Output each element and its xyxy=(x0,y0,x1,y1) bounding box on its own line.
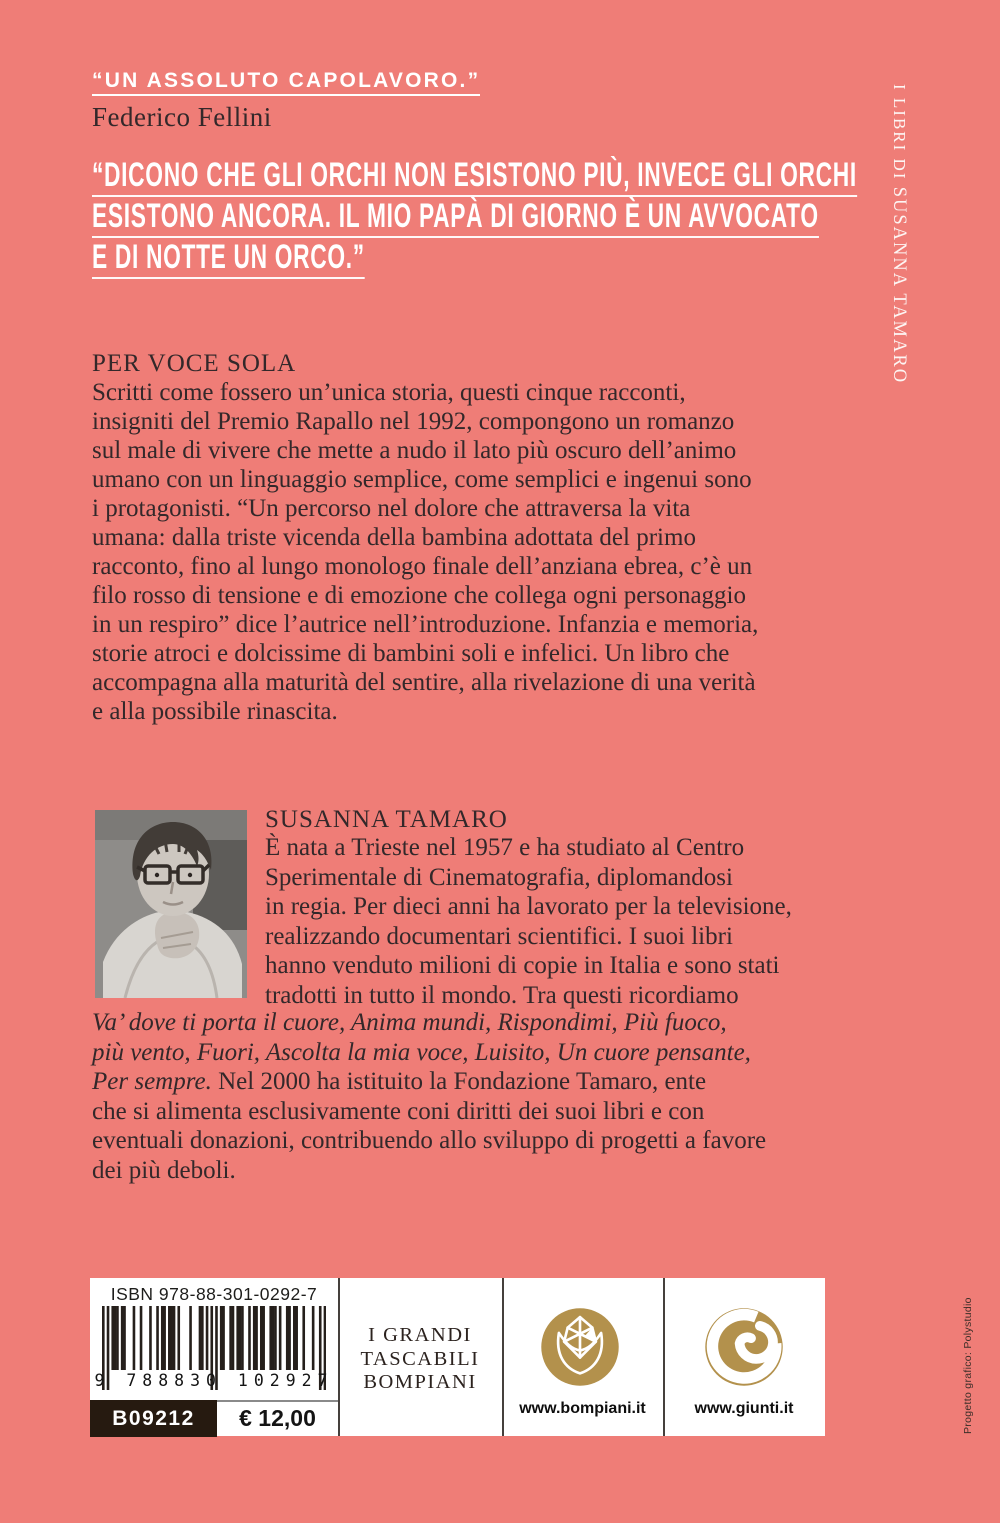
bompiani-url: www.bompiani.it xyxy=(519,1400,646,1417)
author-photo xyxy=(95,810,247,998)
barcode-digits: 9 788830 102927 xyxy=(94,1371,334,1390)
text-line: in regia. Per dieci anni ha lavorato per la televisione, xyxy=(265,893,792,920)
text-line: ESISTONO ANCORA. IL MIO PAPÀ DI GIORNO È UN AVVOCATO xyxy=(92,199,819,238)
text-segment: eventuali donazioni, contribuendo allo sviluppo di progetti a favore xyxy=(92,1127,767,1154)
text-line: umano con un linguaggio semplice, come semplici e ingenui sono xyxy=(92,466,752,493)
text-line: e alla possibile rinascita. xyxy=(92,698,338,725)
author-bio xyxy=(265,833,792,1010)
author-bio-titles xyxy=(92,1008,766,1185)
text-segment: che si alimenta esclusivamente coni diritti dei suoi libri e con xyxy=(92,1097,705,1125)
text-line: E DI NOTTE UN ORCO.” xyxy=(92,240,365,279)
isbn-label: ISBN 978-88-301-0292-7 xyxy=(110,1284,318,1304)
text-segment: dei più deboli. xyxy=(92,1156,236,1184)
bompiani-logo-icon xyxy=(536,1303,624,1391)
text-line: accompagna alla maturità del sentire, alla rivelazione di una verità xyxy=(92,669,756,696)
text-line: “DICONO CHE GLI ORCHI NON ESISTONO PIÙ, INVECE GLI ORCHI xyxy=(92,158,857,197)
praise-quote: “UN ASSOLUTO CAPOLAVORO.” xyxy=(92,70,480,96)
text-line xyxy=(92,1038,766,1068)
design-credit: Progetto grafico: Polystudio xyxy=(962,1297,974,1434)
book-title: Va’ dove ti porta il cuore, Anima mundi, Rispondimi, Più fuoco, xyxy=(92,1009,727,1036)
text-line: storie atroci e dolcissime di bambini soli e infelici. Un libro che xyxy=(92,640,730,667)
text-line xyxy=(92,1008,766,1038)
spine-series-prefix: I LIBRI DI xyxy=(890,84,909,187)
author-name: SUSANNA TAMARO xyxy=(265,806,508,833)
text-line: Scritti come fossero un’unica storia, questi cinque racconti, xyxy=(92,379,686,406)
praise-attribution: Federico Fellini xyxy=(92,102,272,132)
text-line: I GRANDI xyxy=(368,1324,472,1346)
price-tag: € 12,00 xyxy=(217,1400,338,1434)
book-title: più vento, Fuori, Ascolta la mia voce, Luisito, Un cuore pensante, xyxy=(92,1038,751,1066)
text-line: BOMPIANI xyxy=(363,1371,477,1393)
headline-quote xyxy=(92,158,1000,281)
synopsis-title: PER VOCE SOLA xyxy=(92,350,297,377)
giunti-logo-icon xyxy=(700,1303,788,1391)
text-line: sul male di vivere che mette a nudo il lato più oscuro dell’animo xyxy=(92,437,737,464)
text-line xyxy=(92,1126,766,1156)
text-line: in un respiro” dice l’autrice nell’introduzione. Infanzia e memoria, xyxy=(92,611,759,638)
text-line: È nata a Trieste nel 1957 e ha studiato al Centro xyxy=(265,834,745,861)
text-line: insigniti del Premio Rapallo nel 1992, compongono un romanzo xyxy=(92,408,735,435)
text-line: tradotti in tutto il mondo. Tra questi ricordiamo xyxy=(265,981,739,1009)
text-line: TASCABILI xyxy=(360,1347,480,1370)
text-line xyxy=(92,1097,766,1127)
synopsis-text xyxy=(92,378,758,726)
text-line: realizzando documentari scientifici. I suoi libri xyxy=(265,922,733,950)
product-code-badge: B09212 xyxy=(90,1400,217,1437)
text-line xyxy=(92,1156,766,1186)
text-line: i protagonisti. “Un percorso nel dolore che attraversa la vita xyxy=(92,495,691,522)
text-line: Sperimentale di Cinematografia, diplomandosi xyxy=(265,863,733,891)
spine-series-text xyxy=(865,68,932,384)
text-line: racconto, fino al lungo monologo finale dell’anziana ebrea, c’è un xyxy=(92,553,753,580)
text-line: umana: dalla triste vicenda della bambina adottata del primo xyxy=(92,524,696,551)
text-line xyxy=(92,1067,766,1097)
book-title: Per sempre. xyxy=(92,1068,212,1095)
text-line: filo rosso di tensione e di emozione che collega ogni personaggio xyxy=(92,582,746,609)
text-line: hanno venduto milioni di copie in Italia e sono stati xyxy=(265,952,780,979)
imprint-name xyxy=(338,1324,502,1395)
text-segment: Nel 2000 ha istituito la Fondazione Tamaro, ente xyxy=(211,1068,707,1095)
spine-author-name: SUSANNA TAMARO xyxy=(889,186,909,385)
giunti-url: www.giunti.it xyxy=(694,1400,794,1417)
